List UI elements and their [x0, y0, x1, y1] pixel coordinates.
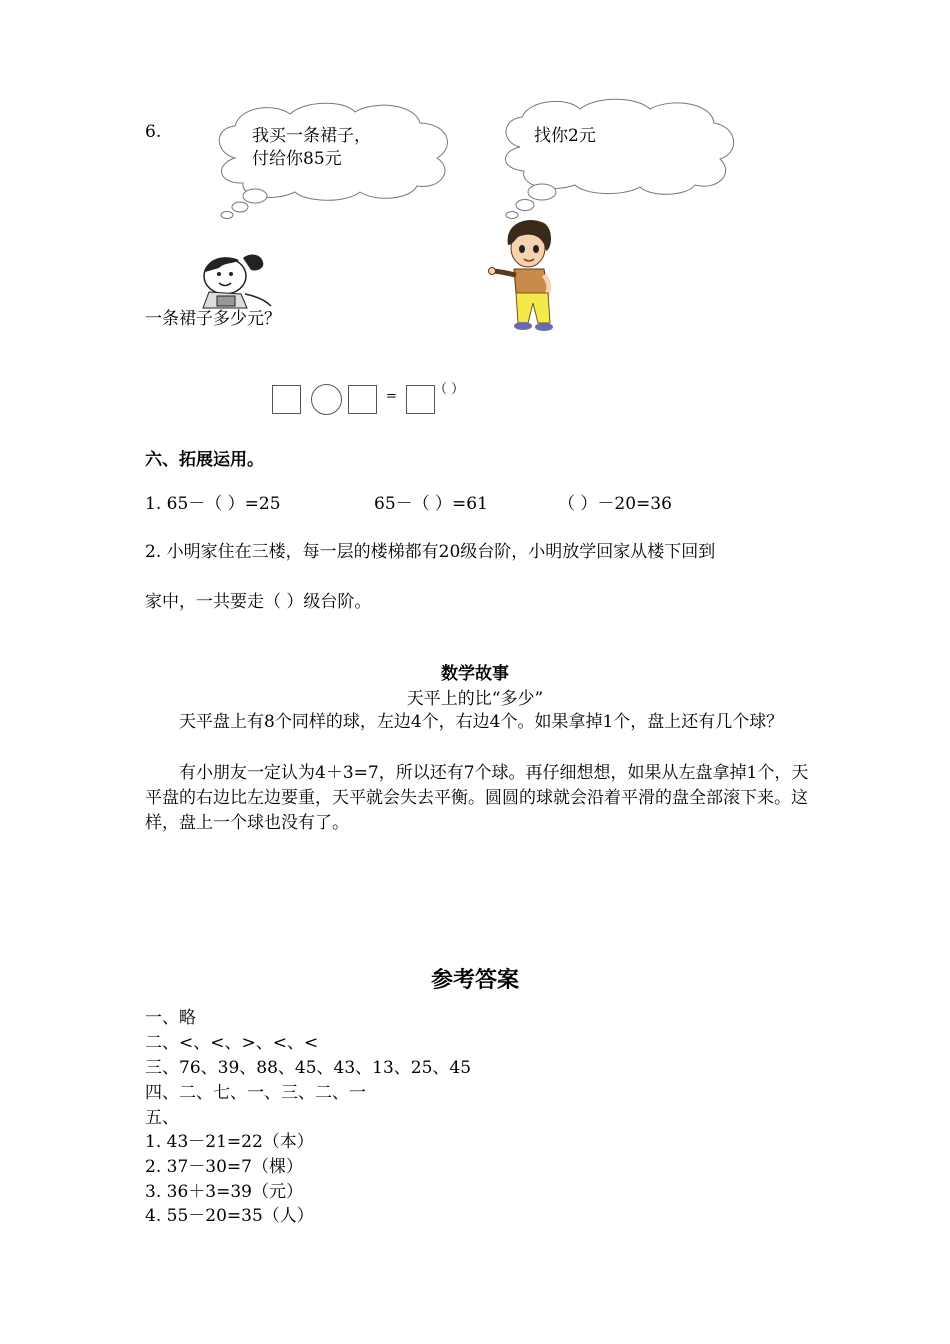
answer-line-9: 4. 55－20=35（人） — [145, 1206, 314, 1226]
thought-bubble-right — [490, 95, 740, 225]
section-6-title: 六、拓展运用。 — [145, 450, 264, 470]
question-number: 6. — [145, 122, 162, 142]
story-subtitle: 天平上的比“多少” — [406, 689, 544, 709]
answer-line-8: 3. 36＋3=39（元） — [145, 1182, 303, 1202]
fill-blank-3: （ ）－20=36 — [558, 494, 672, 514]
answer-line-4: 四、二、七、一、三、二、一 — [145, 1083, 366, 1103]
unit-parentheses: （ ） — [434, 382, 465, 397]
bubble-left-line-1: 我买一条裙子， — [252, 126, 371, 146]
question-text: 一条裙子多少元？ — [145, 309, 281, 329]
word-problem-line-2: 家中，一共要走（ ）级台阶。 — [145, 592, 372, 612]
answer-line-7: 2. 37－30=7（棵） — [145, 1157, 303, 1177]
answers-heading: 参考答案 — [430, 967, 519, 993]
story-paragraph-1: 天平盘上有8个同样的球，左边4个，右边4个。如果拿掉1个，盘上还有几个球？ — [179, 712, 784, 732]
equals-sign: = — [386, 389, 397, 404]
answer-box-2[interactable] — [348, 385, 377, 414]
story-heading: 数学故事 — [441, 664, 509, 684]
answer-line-6: 1. 43－21=22（本） — [145, 1132, 314, 1152]
operator-circle[interactable] — [311, 384, 342, 415]
story-paragraph-2: 有小朋友一定认为4＋3=7，所以还有7个球。再仔细想想，如果从左盘拿掉1个，天平盘的右边比左边要重，天平就会失去平衡。圆圆的球就会沿着平滑的盘全部滚下来。这样，盘上一个球也没有了。 — [145, 763, 809, 833]
answer-box-result[interactable] — [406, 385, 435, 414]
bubble-right-text: 找你2元 — [534, 126, 596, 146]
word-problem-line-1: 2. 小明家住在三楼，每一层的楼梯都有20级台阶，小明放学回家从楼下回到 — [145, 542, 716, 562]
fill-blank-2: 65－（ ）=61 — [374, 494, 488, 514]
answer-line-2: 二、<、<、>、<、< — [145, 1033, 319, 1053]
answer-line-3: 三、76、39、88、45、43、13、25、45 — [145, 1058, 472, 1078]
girl-illustration — [195, 250, 275, 310]
answer-line-1: 一、略 — [145, 1008, 196, 1028]
fill-blank-1: 1. 65－（ ）=25 — [145, 494, 281, 514]
answer-line-5: 五、 — [145, 1108, 179, 1128]
answer-box-1[interactable] — [272, 385, 301, 414]
bubble-left-line-2: 付给你85元 — [252, 149, 342, 169]
boy-illustration — [488, 215, 563, 333]
